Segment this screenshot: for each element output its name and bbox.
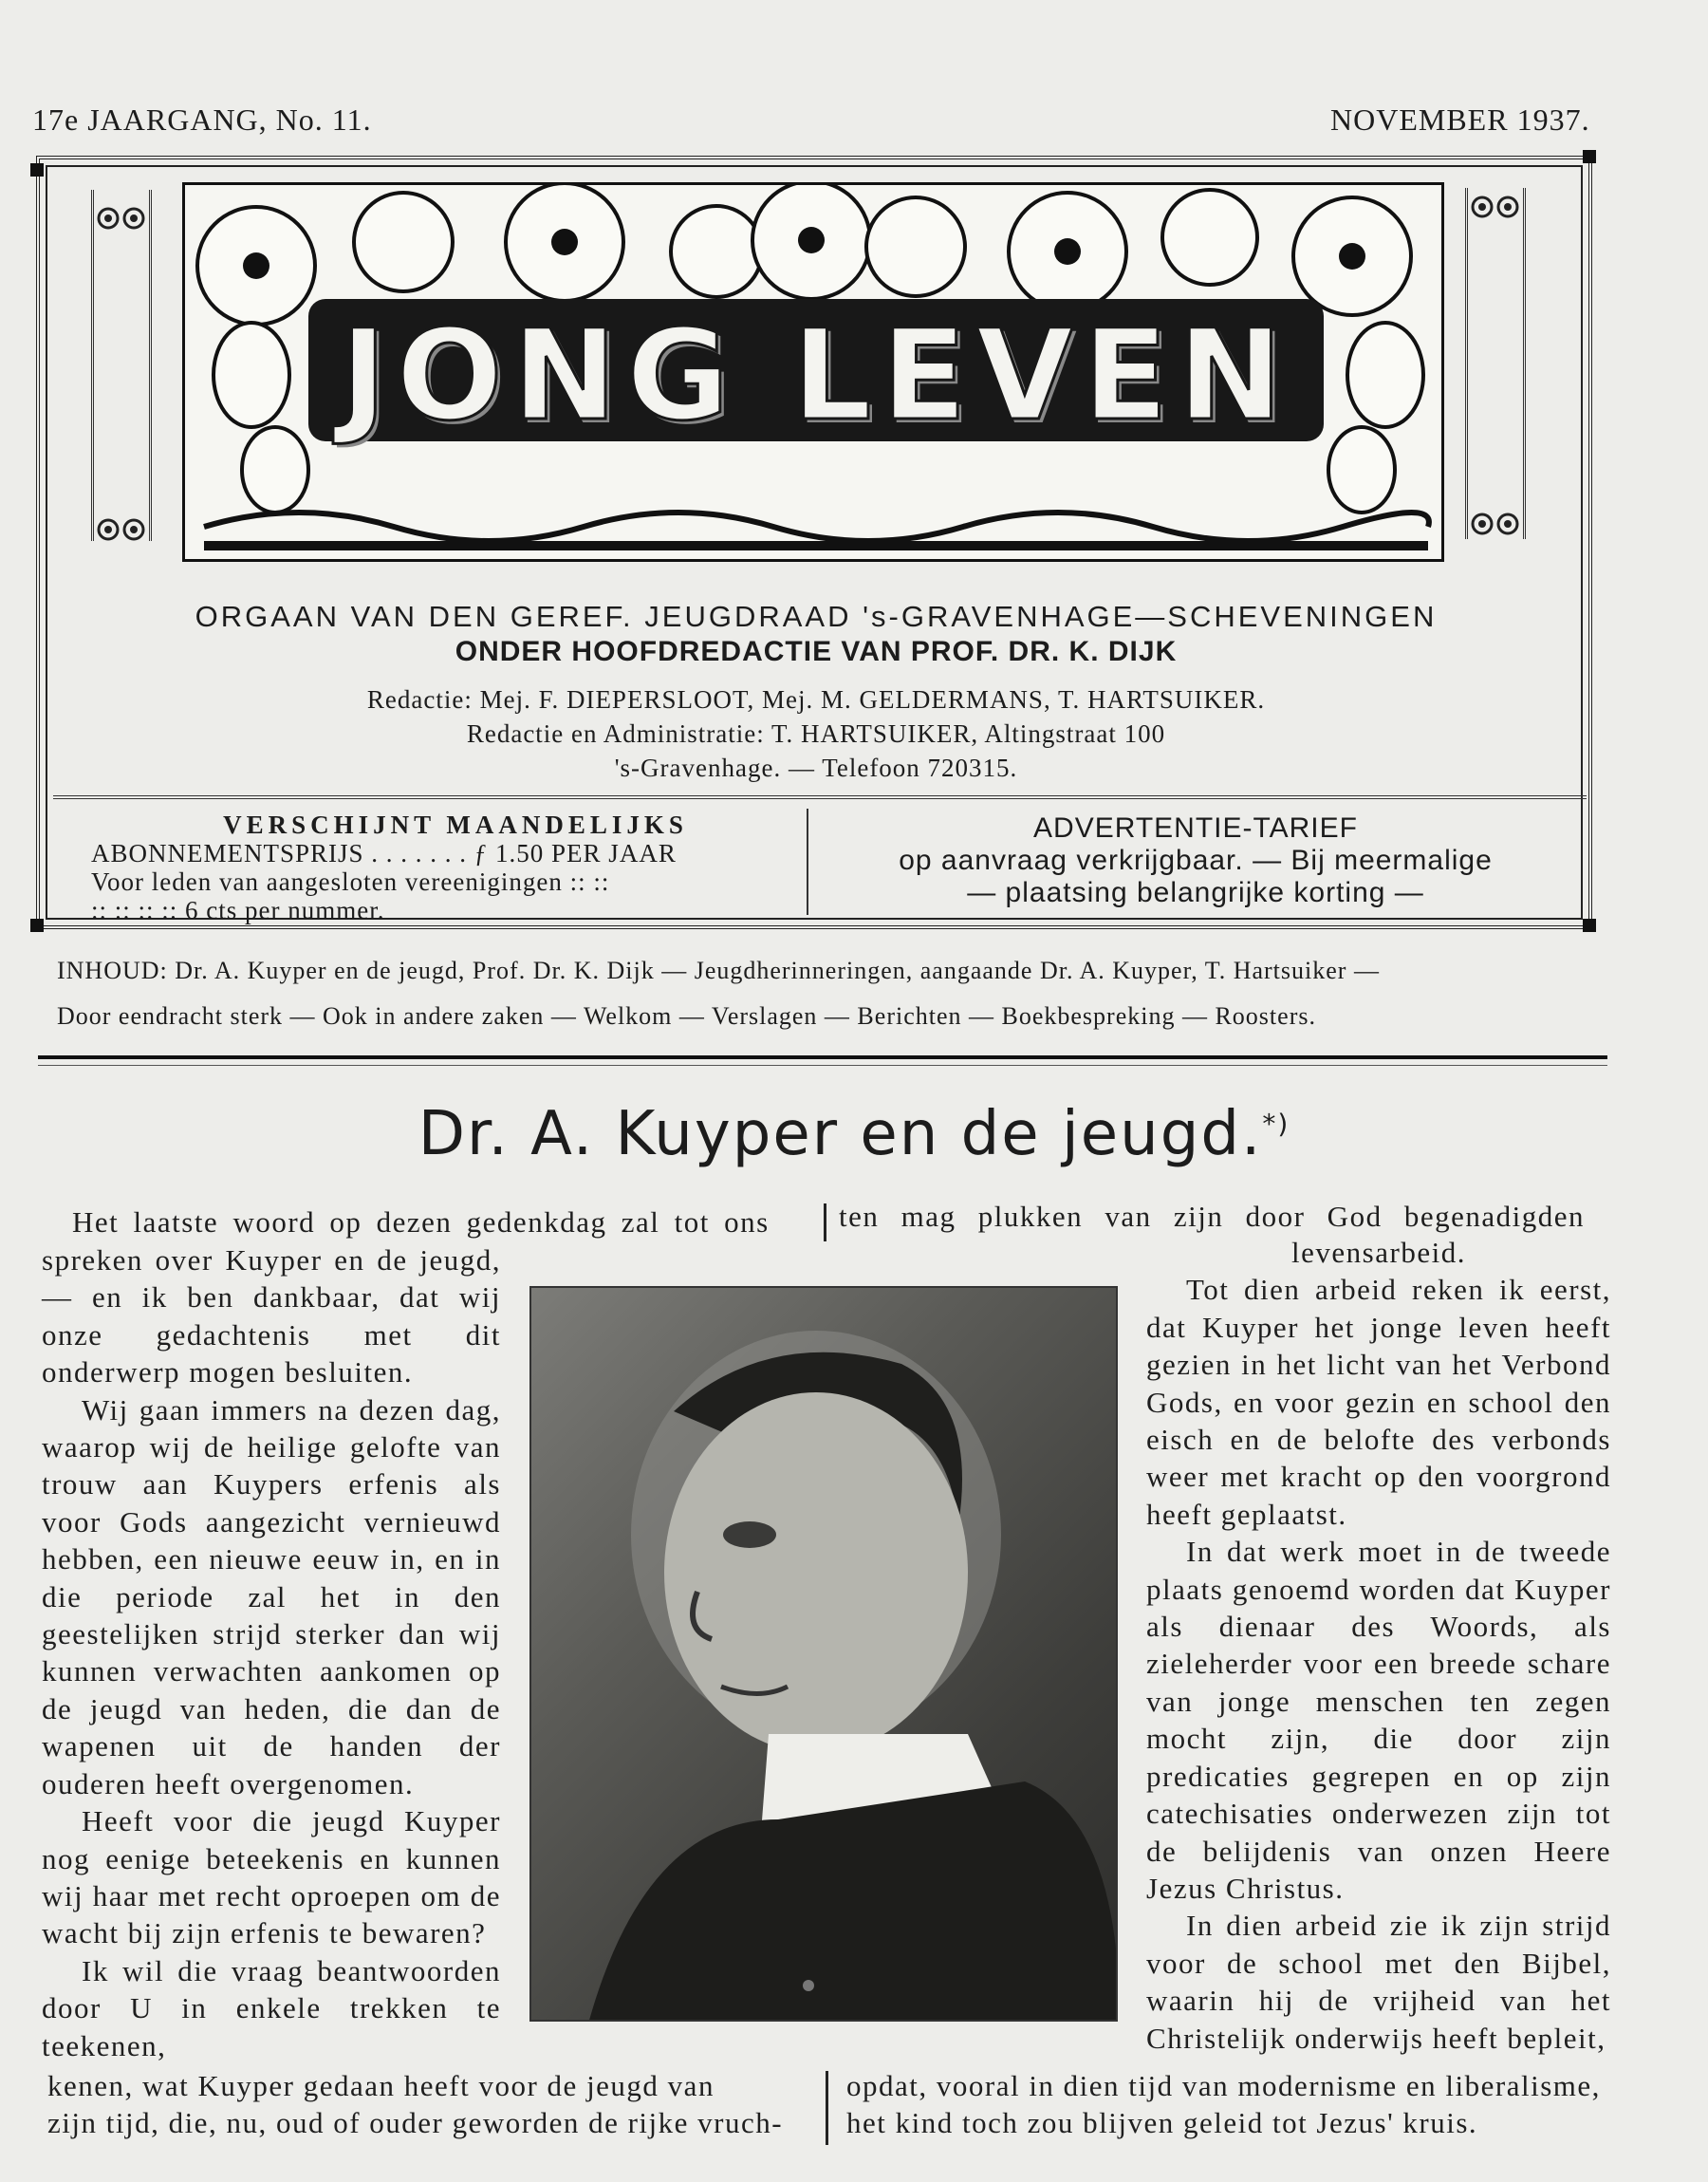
per-number-price: :: :: :: :: 6 cts per nummer. (91, 896, 385, 924)
members-line: Voor leden van aangesloten vereenigingen :: :: (91, 867, 610, 896)
frame-corner (1583, 919, 1596, 932)
divider (38, 1065, 1607, 1066)
article-left-column (42, 1241, 501, 2064)
paragraph: In dat werk moet in de tweede plaats genoemd worden dat Kuyper als dienaar des Woords, als zieleherder voor een breede schare van jonge menschen ten zegen mocht zijn, die door zijn predicaties gegrepen en op zijn catechisaties onderwezen zijn tot de belijdenis van onzen Heere Jezus Christus. (1146, 1535, 1611, 1905)
side-ornament-right (1465, 188, 1526, 539)
divider (53, 795, 1587, 799)
organ-subtitle: ORGAAN VAN DEN GEREF. JEUGDRAAD 's-GRAVENHAGE—SCHEVENINGEN (195, 600, 1438, 633)
article-top-right (839, 1198, 1609, 1235)
paragraph-line: kenen, wat Kuyper gedaan heeft voor de jeugd van (47, 2069, 715, 2102)
paragraph-line: het kind toch zou blijven geleid tot Jezus' kruis. (846, 2106, 1478, 2140)
advertising-line: op aanvraag verkrijgbaar. — Bij meermalige (899, 845, 1493, 876)
article-bottom-right (846, 2067, 1615, 2142)
portrait-photo (529, 1286, 1118, 2022)
paragraph: Wij gaan immers na dezen dag, waarop wij de heilige gelofte van trouw aan Kuypers erfenis als voor Gods aangezicht vernieuwd hebben, een nieuwe eeuw in, en in die periode zal het in den geestelijken strijd sterker dan wij kunnen verwachten aankomen op de jeugd van heden, die dan de wapenen uit de handen der ouderen heeft overgenomen. (42, 1392, 501, 1800)
contents-line: INHOUD: Dr. A. Kuyper en de jeugd, Prof. Dr. K. Dijk — Jeugdherinneringen, aangaande Dr. A. Kuyper, T. Hartsuiker — (57, 957, 1380, 984)
portrait-image (531, 1288, 1118, 2022)
subscription-price: ABONNEMENTSPRIJS . . . . . . . ƒ 1.50 PER JAAR (91, 839, 677, 867)
article-right-column (1146, 1234, 1611, 2057)
paragraph-line: opdat, vooral in dien tijd van modernisme en liberalisme, (846, 2069, 1601, 2102)
frame-corner (30, 163, 44, 177)
footnote-mark: *) (1262, 1108, 1290, 1140)
advertising-heading: ADVERTENTIE-TARIEF (1033, 812, 1358, 844)
article-opening (57, 1203, 816, 1240)
administration-line: Redactie en Administratie: T. HARTSUIKER, Altingstraat 100 (466, 719, 1166, 748)
article-headline (0, 1099, 1708, 1169)
article-opening-text: Het laatste woord op dezen gedenkdag zal tot ons (72, 1205, 770, 1239)
paragraph: levensarbeid. (1291, 1236, 1466, 1269)
article-top-right-text: ten mag plukken van zijn door God begenadigden (839, 1200, 1585, 1233)
paragraph: Tot dien arbeid reken ik eerst, dat Kuyper het jonge leven heeft gezien in het licht van het Verbond Gods, en voor gezin en school den eisch en de belofte des verbonds weer met kracht op den voorgrond heeft geplaatst. (1146, 1273, 1611, 1531)
column-divider (826, 2071, 828, 2145)
paragraph-line: zijn tijd, die, nu, oud of ouder geworden de rijke vruch- (47, 2106, 784, 2140)
headline-text: Dr. A. Kuyper en de jeugd. (418, 1099, 1263, 1169)
paragraph: spreken over Kuyper en de jeugd, — en ik ben dankbaar, dat wij onze gedachtenis met dit onderwerp mogen besluiten. (42, 1243, 501, 1389)
advertising-line: — plaatsing belangrijke korting — (967, 877, 1424, 908)
frequency-heading: VERSCHIJNT MAANDELIJKS (223, 811, 688, 839)
editors-line: Redactie: Mej. F. DIEPERSLOOT, Mej. M. GELDERMANS, T. HARTSUIKER. (366, 685, 1266, 714)
frame-corner (30, 919, 44, 932)
paragraph: Heeft voor die jeugd Kuyper nog eenige beteekenis en kunnen wij haar met recht oproepen om de wacht bij zijn erfenis te bewaren? (42, 1804, 501, 1950)
paragraph: In dien arbeid zie ik zijn strijd voor de school met den Bijbel, waarin hij de vrijheid van het Christelijk onderwijs heeft bepleit, (1146, 1909, 1611, 2055)
contents-line: Door eendracht sterk — Ook in andere zaken — Welkom — Verslagen — Berichten — Boekbespreking — Roosters. (57, 1002, 1316, 1030)
issue-date: NOVEMBER 1937. (1330, 103, 1590, 137)
article-bottom-left (47, 2067, 816, 2142)
chief-editor-line: ONDER HOOFDREDACTIE VAN PROF. DR. K. DIJK (455, 636, 1178, 667)
volume-number: 17e JAARGANG, No. 11. (32, 103, 372, 137)
column-divider (807, 809, 808, 915)
column-divider (824, 1203, 826, 1241)
masthead-title: JONG LEVEN (340, 303, 1292, 449)
masthead-banner (182, 182, 1444, 562)
divider (38, 1055, 1607, 1059)
administration-address: 's-Gravenhage. — Telefoon 720315. (614, 754, 1018, 782)
frame-corner (1583, 150, 1596, 163)
side-ornament-left (91, 190, 152, 541)
paragraph: Ik wil die vraag beantwoorden door U in enkele trekken te teekenen, (42, 1953, 501, 2062)
